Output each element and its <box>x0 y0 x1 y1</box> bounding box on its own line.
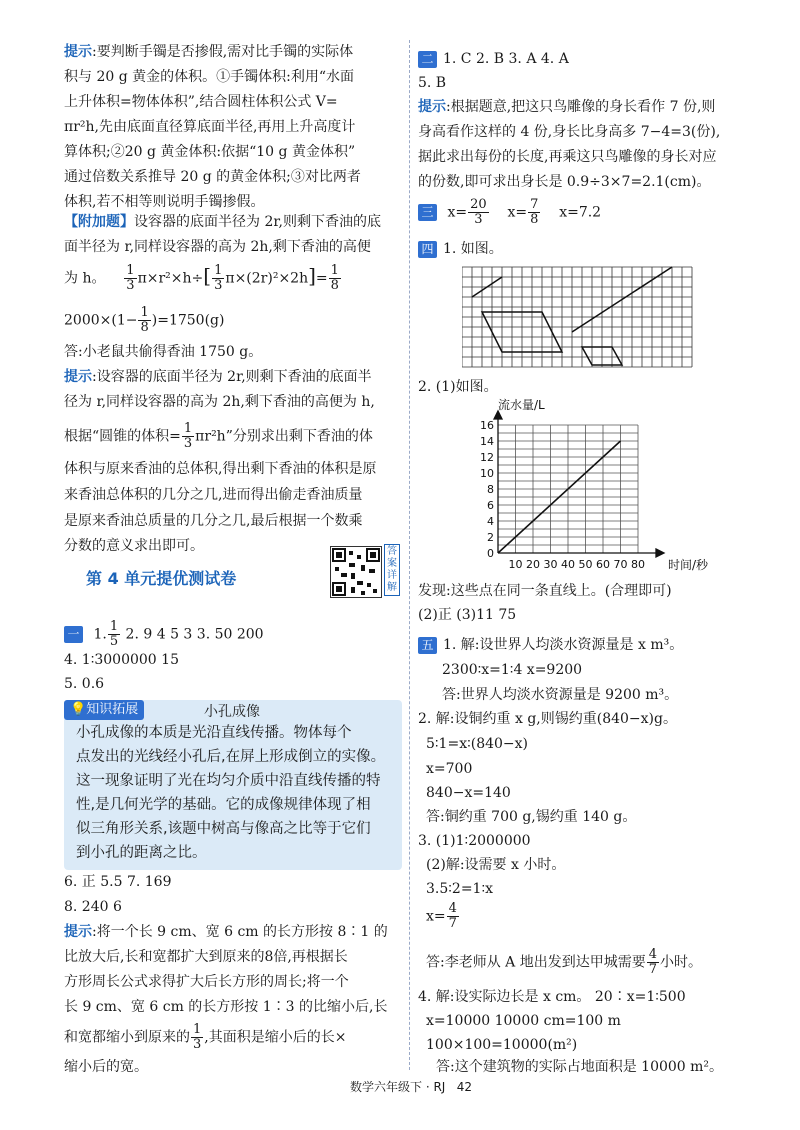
chart-y-tick-label: 0 <box>487 547 494 560</box>
answer-q6-q7: 6. 正 5.5 7. 169 <box>64 874 172 890</box>
bonus-line-1: 面半径为 r,同样设容器的高为 2h,剩下香油的高便 <box>64 239 371 255</box>
chart-y-tick-label: 2 <box>487 531 494 544</box>
chart-y-tick-label: 4 <box>487 515 494 528</box>
section5-line-9: (2)解:设需要 x 小时。 <box>426 857 566 873</box>
knowledge-line-0: 小孔成像的本质是光沿直线传播。物体每个 <box>76 725 352 741</box>
qr-code[interactable] <box>330 546 382 598</box>
section5-line-0: 五 1. 解:设世界人均淡水资源量是 x m³。 <box>418 636 683 654</box>
chart-x-tick-label: 70 <box>613 558 628 571</box>
section3-answers: 三 x= $\frac{20}{3}$ x= $\frac{7}{8}$ x=7.2 <box>418 198 601 227</box>
chart-y-tick-label: 14 <box>480 435 494 448</box>
section5-line2-3: 答:这个建筑物的实际占地面积是 10000 m²。 <box>436 1059 724 1075</box>
chart-y-tick-label: 8 <box>487 483 494 496</box>
knowledge-line-3: 性,是几何光学的基础。它的成像规律体现了相 <box>76 797 371 813</box>
hint3-line-1: 比放大后,长和宽都扩大到原来的8倍,再根据长 <box>64 949 348 965</box>
hint3-line-3: 长 9 cm、宽 6 cm 的长方形按 1∶3 的比缩小后,长 <box>64 999 388 1015</box>
chart-y-tick-label: 16 <box>480 419 494 432</box>
section5-line2-2: 100×100=10000(m²) <box>426 1037 578 1053</box>
section1-q1: 一 1. $\frac{1}{5}$ 2. 9 4 5 3 3. 50 200 <box>64 620 264 649</box>
hint2-line-3: 体积与原来香油的总体积,得出剩下香油的体积是原 <box>64 461 377 477</box>
section5-line2-0: 4. 解:设实际边长是 x cm。 20∶x=1∶500 <box>418 989 686 1005</box>
lightbulb-icon: 💡 <box>70 702 87 717</box>
knowledge-line-5: 到小孔的距离之比。 <box>76 845 207 861</box>
chart-ylabel: 流水量/L <box>498 398 545 412</box>
section4-q1: 四 1. 如图。 <box>418 240 503 258</box>
section5-line-7: 答:铜约重 700 g,锡约重 140 g。 <box>426 809 637 825</box>
section5-line-3: 2. 解:设铜约重 x g,则锡约重(840−x)g。 <box>418 711 677 727</box>
section5-line-10: 3.5∶2=1∶x <box>426 881 493 897</box>
chart-x-tick-label: 60 <box>596 558 610 571</box>
flow-chart <box>458 395 718 575</box>
hint3-line-5: 缩小后的宽。 <box>64 1059 148 1075</box>
section1-badge: 一 <box>64 626 83 643</box>
hint2-line-4: 来香油总体积的几分之几,进而得出偷走香油质量 <box>64 487 363 503</box>
grid-figure <box>462 265 700 369</box>
knowledge-title: 小孔成像 <box>204 704 260 720</box>
section5-line2-1: x=10000 10000 cm=100 m <box>426 1013 621 1029</box>
hint1-line-4: 算体积;②20 g 黄金体积:依据“10 g 黄金体积” <box>64 144 356 160</box>
section3-badge: 三 <box>418 204 437 221</box>
chart-x-tick-label: 20 <box>526 558 540 571</box>
chart-y-arrow-icon <box>494 411 502 419</box>
section4-badge: 四 <box>418 241 437 258</box>
qr-label: 答案详解 <box>384 544 400 596</box>
find-text: 发现:这些点在同一条直线上。(合理即可) <box>418 583 672 599</box>
hint4-line-0: 提示:根据题意,把这只鸟雕像的身长看作 7 份,则 <box>418 99 716 115</box>
page-number: 42 <box>456 1080 473 1094</box>
chart-x-tick-label: 10 <box>508 558 523 571</box>
section2-answers: 二 1. C 2. B 3. A 4. A <box>418 50 569 68</box>
section1-q4: 4. 1∶3000000 15 <box>64 652 179 668</box>
chart-x-tick-label: 30 <box>543 558 558 571</box>
hint4-line-1: 身高看作这样的 4 份,身长比身高多 7−4=3(份), <box>418 124 721 140</box>
hint1-line-3: πr²h,先由底面直径算底面半径,再用上升高度计 <box>64 119 356 135</box>
section5-badge: 五 <box>418 637 437 654</box>
bonus-formula-2: 2000×(1− $\frac{1}{8}$ )=1750(g) <box>64 305 225 335</box>
section5-line-2: 答:世界人均淡水资源量是 9200 m³。 <box>442 687 679 703</box>
hint3-line-2: 方形周长公式求得扩大后长方形的周长;将一个 <box>64 974 349 990</box>
knowledge-line-4: 似三角形关系,该题中树高与像高之比等于它们 <box>76 821 371 837</box>
hint3-line-4: 和宽都缩小到原来的 $\frac{1}{3}$ ,其面积是缩小后的长× <box>64 1022 347 1052</box>
hint1-line-0: 提示:要判断手镯是否掺假,需对比手镯的实际体 <box>64 44 354 60</box>
chart-x-tick-label: 50 <box>578 558 593 571</box>
chart-y-tick-label: 12 <box>480 451 494 464</box>
section5-line-6: 840−x=140 <box>426 785 511 801</box>
hint2-line-6: 分数的意义求出即可。 <box>64 538 204 554</box>
knowledge-line-2: 这一现象证明了光在均匀介质中沿直线传播的特 <box>76 773 381 789</box>
section5-x: x= $\frac{4}{7}$ <box>426 901 457 931</box>
hint2-line-5: 是原来香油总质量的几分之几,最后根据一个数乘 <box>64 513 363 529</box>
section5-line-5: x=700 <box>426 761 473 777</box>
section2-q5: 5. B <box>418 75 447 91</box>
hint3-line-0: 提示:将一个长 9 cm、宽 6 cm 的长方形按 8∶1 的 <box>64 924 388 940</box>
knowledge-tag: 💡知识拓展 <box>64 700 144 720</box>
hint1-line-5: 通过倍数关系推导 20 g 的黄金体积;③对比两者 <box>64 169 361 185</box>
unit-title: 第 4 单元提优测试卷 <box>86 569 237 588</box>
section5-line-4: 5∶1=x∶(840−x) <box>426 736 528 752</box>
chart-y-tick-label: 10 <box>480 467 494 480</box>
hint4-line-2: 据此求出每份的长度,再乘这只鸟雕像的身长对应 <box>418 149 717 165</box>
column-divider <box>409 40 410 1070</box>
chart-xlabel: 时间/秒 <box>668 558 709 572</box>
section5-line-1: 2300∶x=1∶4 x=9200 <box>442 662 583 678</box>
hint2-line-0: 提示:设容器的底面半径为 2r,则剩下香油的底面半 <box>64 369 372 385</box>
hint1-line-6: 体积,若不相等则说明手镯掺假。 <box>64 194 265 210</box>
bonus-line-0: 【附加题】设容器的底面半径为 2r,则剩下香油的底 <box>64 214 381 230</box>
section5-ans3: 答:李老师从 A 地出发到达甲城需要 $\frac{4}{7}$ 小时。 <box>426 947 703 977</box>
hint2-line-1: 径为 r,同样设容器的高为 2h,剩下香油的高便为 h, <box>64 394 375 410</box>
hint2-line-2: 根据“圆锥的体积= $\frac{1}{3}$ πr²h”分别求出剩下香油的体 <box>64 421 373 451</box>
bonus-answer: 答:小老鼠共偷得香油 1750 g。 <box>64 344 263 360</box>
section4-q2: 2. (1)如图。 <box>418 379 498 395</box>
chart-x-tick-label: 80 <box>631 558 645 571</box>
sub-answers: (2)正 (3)11 75 <box>418 607 517 623</box>
knowledge-line-1: 点发出的光线经小孔后,在屏上形成倒立的实像。 <box>76 749 386 765</box>
page-footer: 数学六年级下 · RJ 42 <box>350 1080 473 1094</box>
bonus-formula-1: 为 h。 $\frac{1}{3}$ π×r²×h÷[ $\frac{1}{3}$ π×(2r)²×2h]= $\frac{1}{8}$ <box>64 263 339 293</box>
section1-q5: 5. 0.6 <box>64 676 105 692</box>
knowledge-box <box>64 700 402 870</box>
hint1-line-2: 上升体积=物体体积”,结合圆柱体积公式 V= <box>64 94 338 110</box>
hint4-line-3: 的份数,即可求出身长是 0.9÷3×7=2.1(cm)。 <box>418 174 711 190</box>
answer-q8: 8. 240 6 <box>64 899 122 915</box>
chart-y-tick-label: 6 <box>487 499 494 512</box>
section5-line-8: 3. (1)1∶2000000 <box>418 833 531 849</box>
section2-badge: 二 <box>418 51 437 68</box>
hint1-line-1: 积与 20 g 黄金的体积。①手镯体积:利用“水面 <box>64 69 354 85</box>
chart-x-tick-label: 40 <box>561 558 575 571</box>
chart-x-arrow-icon <box>656 549 664 557</box>
